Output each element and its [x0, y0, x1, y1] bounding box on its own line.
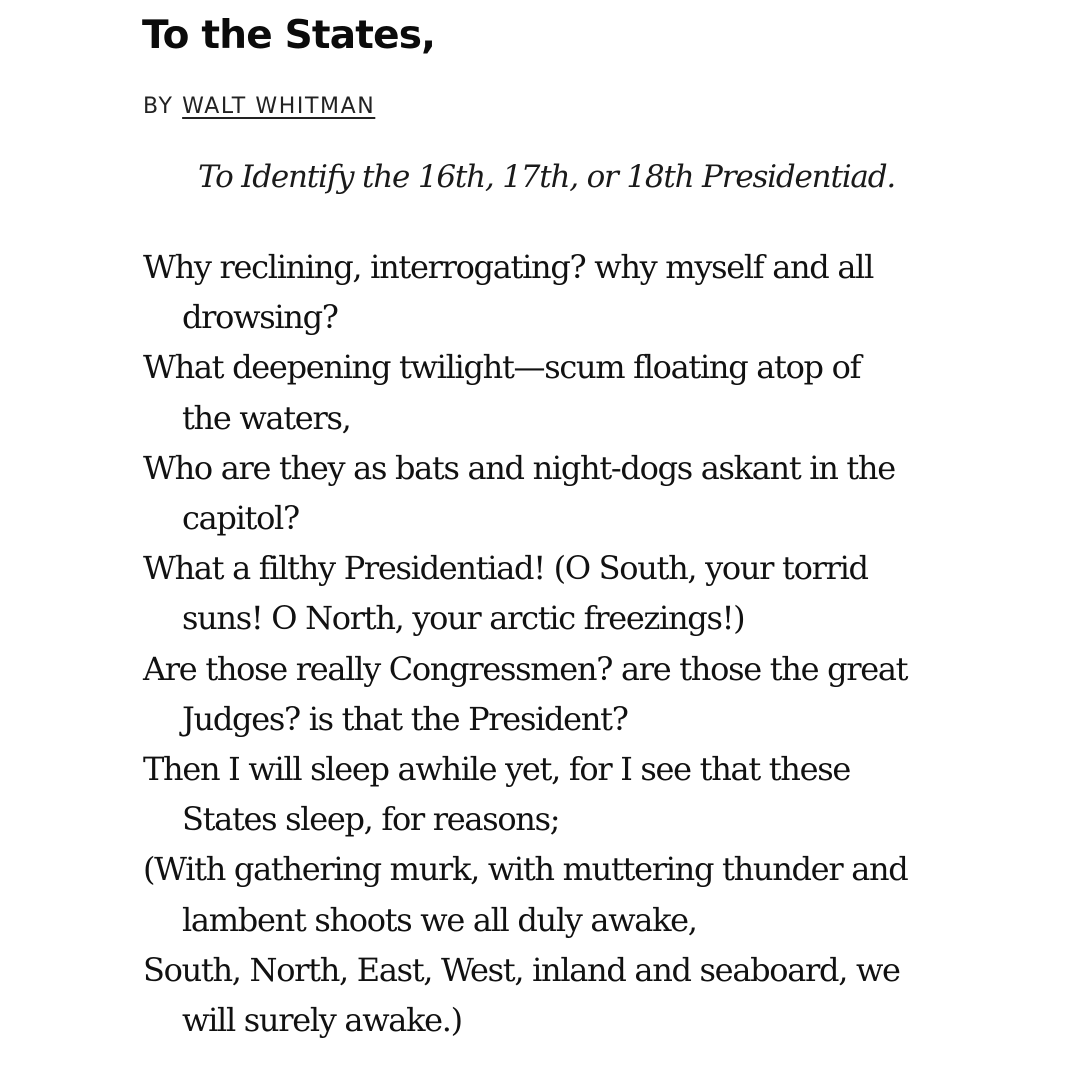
verse-line: Are those really Congressmen? are those the great — [143, 649, 908, 688]
author-link[interactable]: WALT WHITMAN — [182, 94, 376, 119]
verse-line: Why reclining, interrogating? why myself and all — [143, 248, 874, 286]
verse-line: (With gathering murk, with muttering thunder and — [143, 850, 908, 889]
verse-line: Then I will sleep awhile yet, for I see that these — [143, 750, 851, 789]
verse-line-continuation: will surely awake.) — [182, 1001, 462, 1040]
poem-stanza — [143, 242, 1003, 1045]
verse-line-continuation: suns! O North, your arctic freezings!) — [182, 599, 745, 638]
byline — [143, 91, 375, 123]
verse-line-continuation: States sleep, for reasons; — [182, 800, 560, 839]
verse-line-continuation: the waters, — [182, 398, 351, 437]
poem-title: To the States, — [142, 13, 436, 58]
verse-line-continuation: drowsing? — [182, 298, 338, 337]
verse-line: What a filthy Presidentiad! (O South, your torrid — [143, 549, 868, 588]
verse-line: Who are they as bats and night-dogs askant in the — [143, 448, 895, 487]
verse-line-continuation: Judges? is that the President? — [182, 699, 628, 738]
byline-prefix: BY — [143, 94, 183, 119]
verse-line: What deepening twilight—scum floating atop of — [143, 348, 861, 387]
poem-epigraph: To Identify the 16th, 17th, or 18th Presidentiad. — [198, 159, 895, 195]
verse-line-continuation: capitol? — [182, 499, 299, 538]
verse-line-continuation: lambent shoots we all duly awake, — [182, 900, 697, 939]
verse-line: South, North, East, West, inland and seaboard, we — [143, 950, 900, 989]
